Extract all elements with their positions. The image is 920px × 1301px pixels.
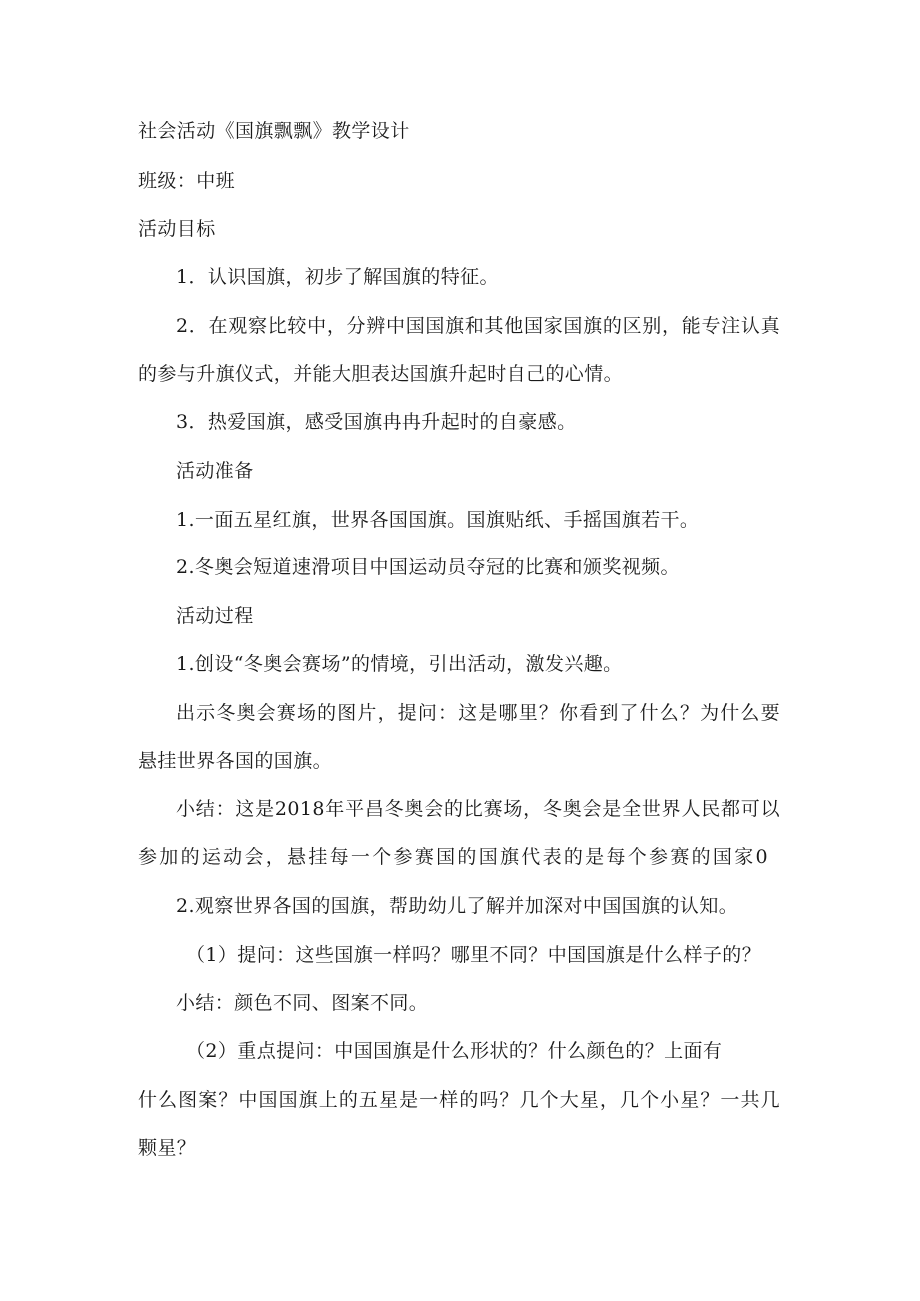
process-paragraph-1-line-1: 出示冬奥会赛场的图片，提问：这是哪里？你看到了什么？为什么要 [176,702,780,724]
goals-heading: 活动目标 [138,218,216,240]
goal-item-1: 1．认识国旗，初步了解国旗的特征。 [176,266,499,288]
process-summary-1-line-1: 小结：这是2018年平昌冬奥会的比赛场，冬奥会是全世界人民都可以 [176,798,780,820]
process-question-1: （1）提问：这些国旗一样吗？哪里不同？中国国旗是什么样子的？ [186,944,762,966]
process-heading: 活动过程 [176,605,254,627]
prep-item-1: 1.一面五星红旗，世界各国国旗。国旗贴纸、手摇国旗若干。 [176,509,700,531]
goal-item-3: 3．热爱国旗，感受国旗冉冉升起时的自豪感。 [176,411,577,433]
process-question-2-line-1: （2）重点提问：中国国旗是什么形状的？什么颜色的？上面有 [186,1040,723,1062]
process-item-1: 1.创设“冬奥会赛场”的情境，引出活动，激发兴趣。 [176,653,623,675]
process-item-2: 2.观察世界各国的国旗，帮助幼儿了解并加深对中国国旗的认知。 [176,895,739,917]
goal-item-2-line-1: 2．在观察比较中，分辨中国国旗和其他国家国旗的区别，能专注认真 [176,315,780,337]
class-info: 班级：中班 [138,170,236,192]
prep-item-2: 2.冬奥会短道速滑项目中国运动员夺冠的比赛和颁奖视频。 [176,556,680,578]
process-question-2-line-3: 颗星？ [138,1137,197,1159]
prep-heading: 活动准备 [176,460,254,482]
document-title: 社会活动《国旗飘飘》教学设计 [138,120,410,142]
process-summary-2: 小结：颜色不同、图案不同。 [176,992,429,1014]
goal-item-2-line-2: 的参与升旗仪式，并能大胆表达国旗升起时自己的心情。 [138,363,624,385]
process-summary-1-line-2: 参加的运动会，悬挂每一个参赛国的国旗代表的是每个参赛的国家0 [138,846,768,868]
process-paragraph-1-line-2: 悬挂世界各国的国旗。 [138,750,333,772]
process-question-2-line-2: 什么图案？中国国旗上的五星是一样的吗？几个大星，几个小星？一共几 [138,1089,780,1111]
